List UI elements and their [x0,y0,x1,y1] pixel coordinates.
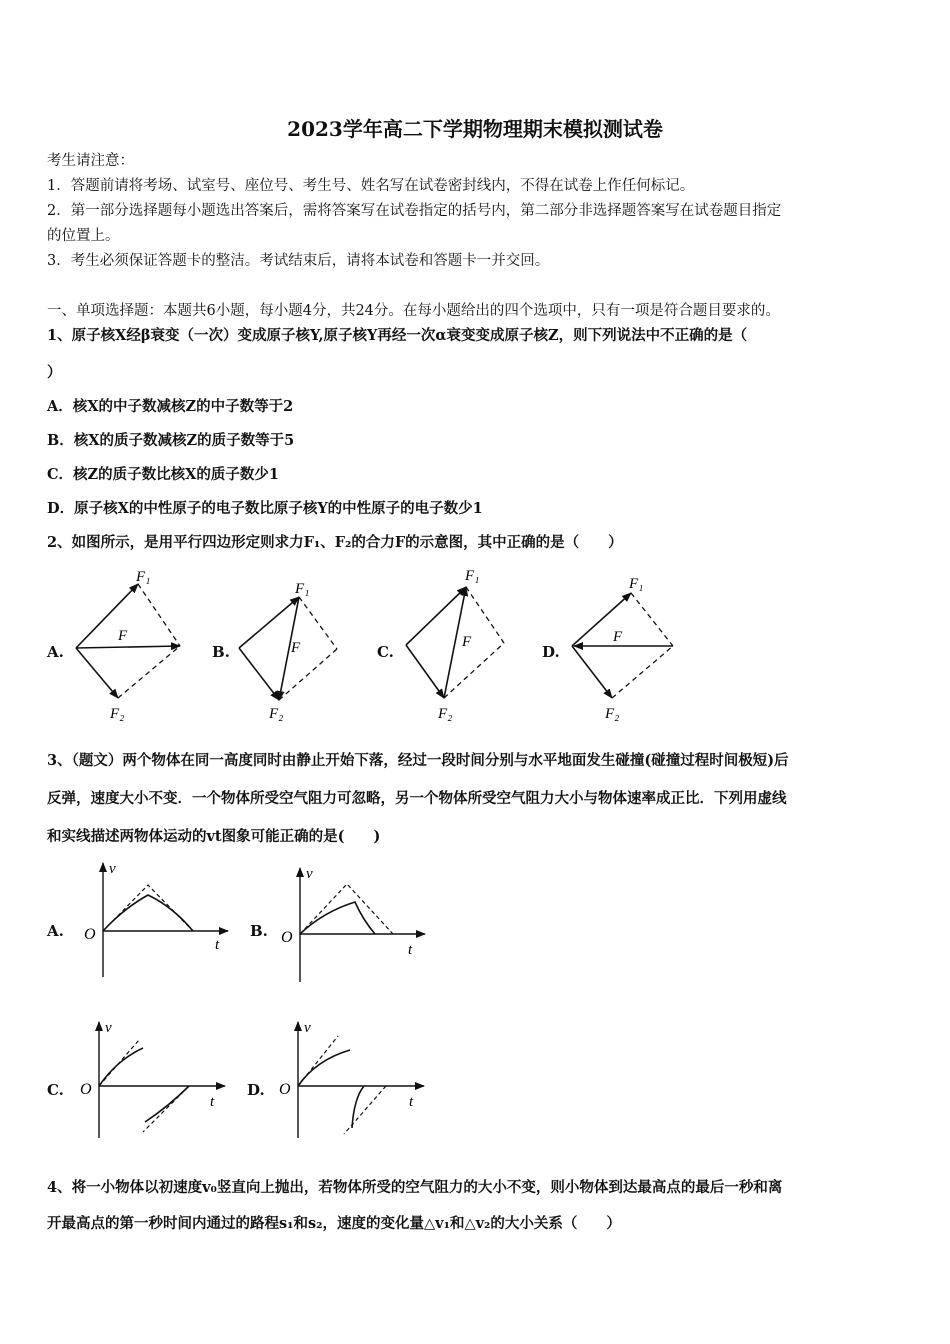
q2-label-d: D. [542,643,560,661]
q2-figure-a [60,562,200,727]
q3-stem-line2: 反弹，速度大小不变．一个物体所受空气阻力可忽略，另一个物体所受空气阻力大小与物体速率成正比．下列用虚线 [47,790,787,807]
q3d-axis-t: t [409,1094,414,1110]
q1-option-b: B．核X的质子数减核Z的质子数等于5 [47,432,295,449]
q3b-axis-t: t [408,942,413,958]
q3-label-b: B. [250,922,268,940]
q2a-f2-label: F₂ [110,706,125,722]
q3c-axis-t: t [210,1094,215,1110]
page-title: 2023学年高二下学期物理期末模拟测试卷 [287,117,663,141]
q2b-f-label: F [291,640,301,656]
notice-item-2: 2．第一部分选择题每小题选出答案后，需将答案写在试卷指定的括号内，第二部分非选择题答案写在试卷题目指定 [47,203,782,219]
q3d-axis-v: v [304,1020,311,1036]
q3-stem-line3: 和实线描述两物体运动的vt图象可能正确的是( ) [47,828,381,845]
q3b-origin: O [281,929,293,946]
q3-label-d: D. [247,1081,265,1099]
q1-stem: 1、原子核X经β衰变（一次）变成原子核Y,原子核Y再经一次α衰变变成原子核Z，则下列说法中不正确的是（ [47,327,748,344]
q3-graph-d [276,1018,436,1143]
q2-figure-b [225,562,355,727]
q3c-axis-v: v [105,1020,112,1036]
notice-item-2-cont: 的位置上。 [47,228,120,244]
q3a-axis-t: t [215,937,220,953]
q3c-origin: O [80,1081,92,1098]
q2b-f1-label: F₁ [295,581,310,597]
q3b-axis-v: v [306,866,313,882]
q3-graph-c [77,1018,237,1143]
q2-label-b: B. [212,643,230,661]
q2a-f1-label: F₁ [136,569,151,585]
q4-stem-line1: 4、将一小物体以初速度v₀竖直向上抛出，若物体所受的空气阻力的大小不变，则小物体到达最高点的最后一秒和离 [47,1179,783,1196]
notice-item-3: 3．考生必须保证答题卡的整洁。考试结束后，请将本试卷和答题卡一并交回。 [47,253,550,269]
q1-option-a: A．核X的中子数减核Z的中子数等于2 [47,398,294,415]
q2d-f-label: F [613,629,623,645]
q2-label-a: A. [47,643,64,661]
q2c-f2-label: F₂ [438,706,453,722]
q2b-f2-label: F₂ [269,706,284,722]
q2-figure-d [555,562,695,727]
q2d-f1-label: F₁ [629,576,644,592]
q2a-f-label: F [118,628,128,644]
notice-item-1: 1．答题前请将考场、试室号、座位号、考生号、姓名写在试卷密封线内，不得在试卷上作任何标记。 [47,178,695,194]
q2-stem: 2、如图所示，是用平行四边形定则求力F₁、F₂的合力F的示意图，其中正确的是（ ） [47,534,623,551]
q3-stem-line1: 3、（题文）两个物体在同一高度同时由静止开始下落，经过一段时间分别与水平地面发生碰撞(碰撞过程时间极短)后 [47,752,789,769]
section-heading: 一、单项选择题：本题共6小题，每小题4分，共24分。在每小题给出的四个选项中，只有一项是符合题目要求的。 [47,303,780,319]
q3-label-a: A. [47,922,64,940]
q3a-axis-v: v [109,861,116,877]
q2c-f-label: F [462,634,472,650]
q3d-origin: O [279,1081,291,1098]
q1-stem-cont: ） [47,364,62,381]
q3-label-c: C. [47,1081,64,1099]
q2-figure-c [392,562,522,727]
q1-option-c: C．核Z的质子数比核X的质子数少1 [47,466,279,483]
q1-option-d: D．原子核X的中性原子的电子数比原子核Y的中性原子的电子数少1 [47,500,483,517]
q3-graph-a [78,857,238,982]
q3-graph-b [275,862,435,987]
q2d-f2-label: F₂ [605,706,620,722]
notice-heading: 考生请注意： [47,153,134,169]
q2-label-c: C. [377,643,394,661]
q4-stem-line2: 开最高点的第一秒时间内通过的路程s₁和s₂，速度的变化量△v₁和△v₂的大小关系（ ） [47,1215,621,1232]
q2c-f1-label: F₁ [465,568,480,584]
q3a-origin: O [84,926,96,943]
